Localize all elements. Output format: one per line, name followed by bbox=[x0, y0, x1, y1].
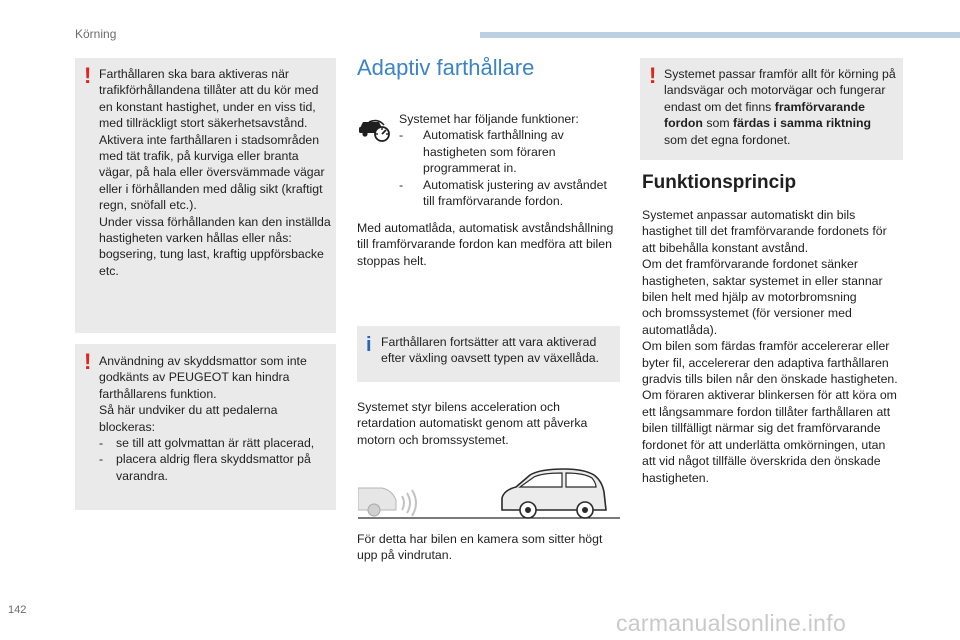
warning-line: bogsering, tung last, kraftig uppförsbacke bbox=[99, 247, 324, 262]
warning-line: med tillräckligt stort säkerhetsavstånd. bbox=[99, 116, 308, 131]
warning-line: farthållarens funktion. bbox=[99, 386, 217, 401]
paragraph-line: Systemet anpassar automatiskt din bils bbox=[642, 208, 856, 222]
warning-line: landsvägar och motorvägar och fungerar bbox=[664, 83, 886, 98]
info-line: Farthållaren fortsätter att vara aktiverad bbox=[381, 335, 597, 349]
warning-line: Systemet passar framför allt för körning på bbox=[664, 67, 896, 81]
warning-line: eller i förhållanden med dålig sikt (kraftigt bbox=[99, 181, 323, 196]
list-item-text: Automatisk farthållning av bbox=[423, 128, 564, 143]
warning-line: Aktivera inte farthållaren i stadsområden bbox=[99, 132, 320, 147]
paragraph-line: upp på vindrutan. bbox=[357, 548, 453, 563]
list-dash: - bbox=[399, 128, 404, 143]
warning-line: godkänts av PEUGEOT kan hindra bbox=[99, 370, 290, 385]
warning-box-road-type bbox=[640, 58, 903, 160]
paragraph-line: byter fil, accelererar den adaptiva farthållaren bbox=[642, 355, 889, 370]
paragraph-line: att vid något tillfälle överskrida den önskade bbox=[642, 454, 881, 469]
paragraph-line: Om bilen som färdas framför accelererar eller bbox=[642, 339, 890, 354]
section-title: Adaptiv farthållare bbox=[357, 55, 535, 80]
paragraph-line: bilen tillfälligt närmar sig det framförvarande bbox=[642, 421, 881, 436]
exclamation-icon: ! bbox=[649, 63, 657, 88]
warning-line: regn, snöfall etc.). bbox=[99, 198, 197, 213]
list-dash: - bbox=[99, 452, 104, 467]
paragraph-line: hastigheten, saktar systemet in eller stannar bbox=[642, 273, 883, 288]
paragraph-line: motorn och bromssystemet. bbox=[357, 432, 509, 447]
warning-line: som det egna fordonet. bbox=[664, 132, 791, 147]
list-dash: - bbox=[99, 436, 104, 451]
list-dash: - bbox=[399, 177, 404, 192]
paragraph-line: Systemet styr bilens acceleration och bbox=[357, 400, 560, 414]
warning-box-cruise-usage bbox=[75, 58, 336, 333]
exclamation-icon: ! bbox=[84, 63, 92, 88]
paragraph-line: Om föraren aktiverar blinkersen för att köra om bbox=[642, 388, 897, 403]
paragraph-line: hastighet till det framförvarande fordonets för bbox=[642, 224, 887, 239]
paragraph-line: hastigheten. bbox=[642, 470, 710, 485]
list-item-text: Automatisk justering av avståndet bbox=[423, 177, 607, 192]
list-item bbox=[399, 127, 624, 143]
paragraph-line: stoppas helt. bbox=[357, 253, 427, 268]
exclamation-icon: ! bbox=[84, 349, 92, 374]
paragraph-line: att bibehålla konstant avstånd. bbox=[642, 240, 809, 255]
page-number: 142 bbox=[8, 604, 27, 616]
warning-text: endast om det finns bbox=[664, 99, 775, 114]
warning-line bbox=[664, 99, 897, 115]
info-box-gear-change bbox=[357, 326, 620, 382]
paragraph-line: retardation automatiskt genom att påverka bbox=[357, 416, 588, 431]
warning-bold-text: framförvarande bbox=[774, 99, 865, 114]
warning-line: trafikförhållandena tillåter att du kör med bbox=[99, 83, 319, 98]
page-header-title: Körning bbox=[75, 27, 117, 41]
warning-line: med tät trafik, på kurviga eller branta bbox=[99, 149, 299, 164]
paragraph-line: Om det framförvarande fordonet sänker bbox=[642, 257, 858, 272]
list-item bbox=[399, 177, 624, 193]
watermark: carmanualsonline.info bbox=[616, 610, 847, 636]
adaptive-cruise-icon bbox=[358, 114, 394, 144]
list-item-text: varandra. bbox=[116, 468, 168, 483]
paragraph-line: gradvis tills bilen når den önskade hastigheten. bbox=[642, 372, 898, 387]
warning-line: en konstant hastighet, under en viss tid, bbox=[99, 99, 316, 114]
paragraph-line: och bromssystemet (för versioner med bbox=[642, 306, 852, 321]
warning-line bbox=[664, 115, 897, 131]
list-item-text: placera aldrig flera skyddsmattor på bbox=[116, 452, 311, 467]
paragraph-line: Med automatlåda, automatisk avståndshållning bbox=[357, 221, 614, 235]
list-item bbox=[99, 451, 330, 467]
warning-line: etc. bbox=[99, 263, 119, 278]
paragraph-line: automatlåda). bbox=[642, 322, 718, 337]
paragraph-line: ett långsammare fordon tillåter farthållaren att bbox=[642, 404, 891, 419]
paragraph-line: För detta har bilen en kamera som sitter högt bbox=[357, 532, 603, 546]
info-line: efter växling oavsett typen av växellåda. bbox=[381, 351, 600, 366]
warning-bold-text: fordon bbox=[664, 116, 703, 131]
header-bar bbox=[480, 32, 960, 38]
warning-line: blockeras: bbox=[99, 419, 156, 434]
warning-line: Farthållaren ska bara aktiveras när bbox=[99, 67, 290, 81]
car-radar-illustration bbox=[358, 466, 620, 520]
warning-text: som bbox=[702, 116, 734, 131]
warning-line: Användning av skyddsmattor som inte bbox=[99, 354, 307, 368]
paragraph-line: till framförvarande fordon kan medföra att bilen bbox=[357, 237, 612, 252]
list-item-text: till framförvarande fordon. bbox=[423, 194, 564, 209]
warning-line: Så här undviker du att pedalerna bbox=[99, 403, 278, 418]
list-item-text: se till att golvmattan är rätt placerad, bbox=[116, 436, 315, 451]
list-item bbox=[99, 435, 330, 451]
warning-line: hastigheten varken hållas eller nås: bbox=[99, 231, 292, 246]
warning-line: vägar, på hala eller översvämmade vägar bbox=[99, 165, 325, 180]
warning-box-floor-mats bbox=[75, 344, 336, 510]
intro-text: Systemet har följande funktioner: bbox=[399, 112, 579, 126]
list-item-text: programmerat in. bbox=[423, 161, 517, 176]
info-icon: i bbox=[366, 334, 372, 356]
warning-bold-text: färdas i samma riktning bbox=[733, 116, 872, 131]
section-heading: Funktionsprincip bbox=[642, 172, 797, 193]
warning-line: Under vissa förhållanden kan den inställda bbox=[99, 214, 331, 229]
list-item-text: hastigheten som föraren bbox=[423, 144, 556, 159]
paragraph-line: fordonet för att underlätta omkörningen, utan bbox=[642, 437, 886, 452]
paragraph-line: bilen helt med hjälp av motorbromsning bbox=[642, 290, 857, 305]
